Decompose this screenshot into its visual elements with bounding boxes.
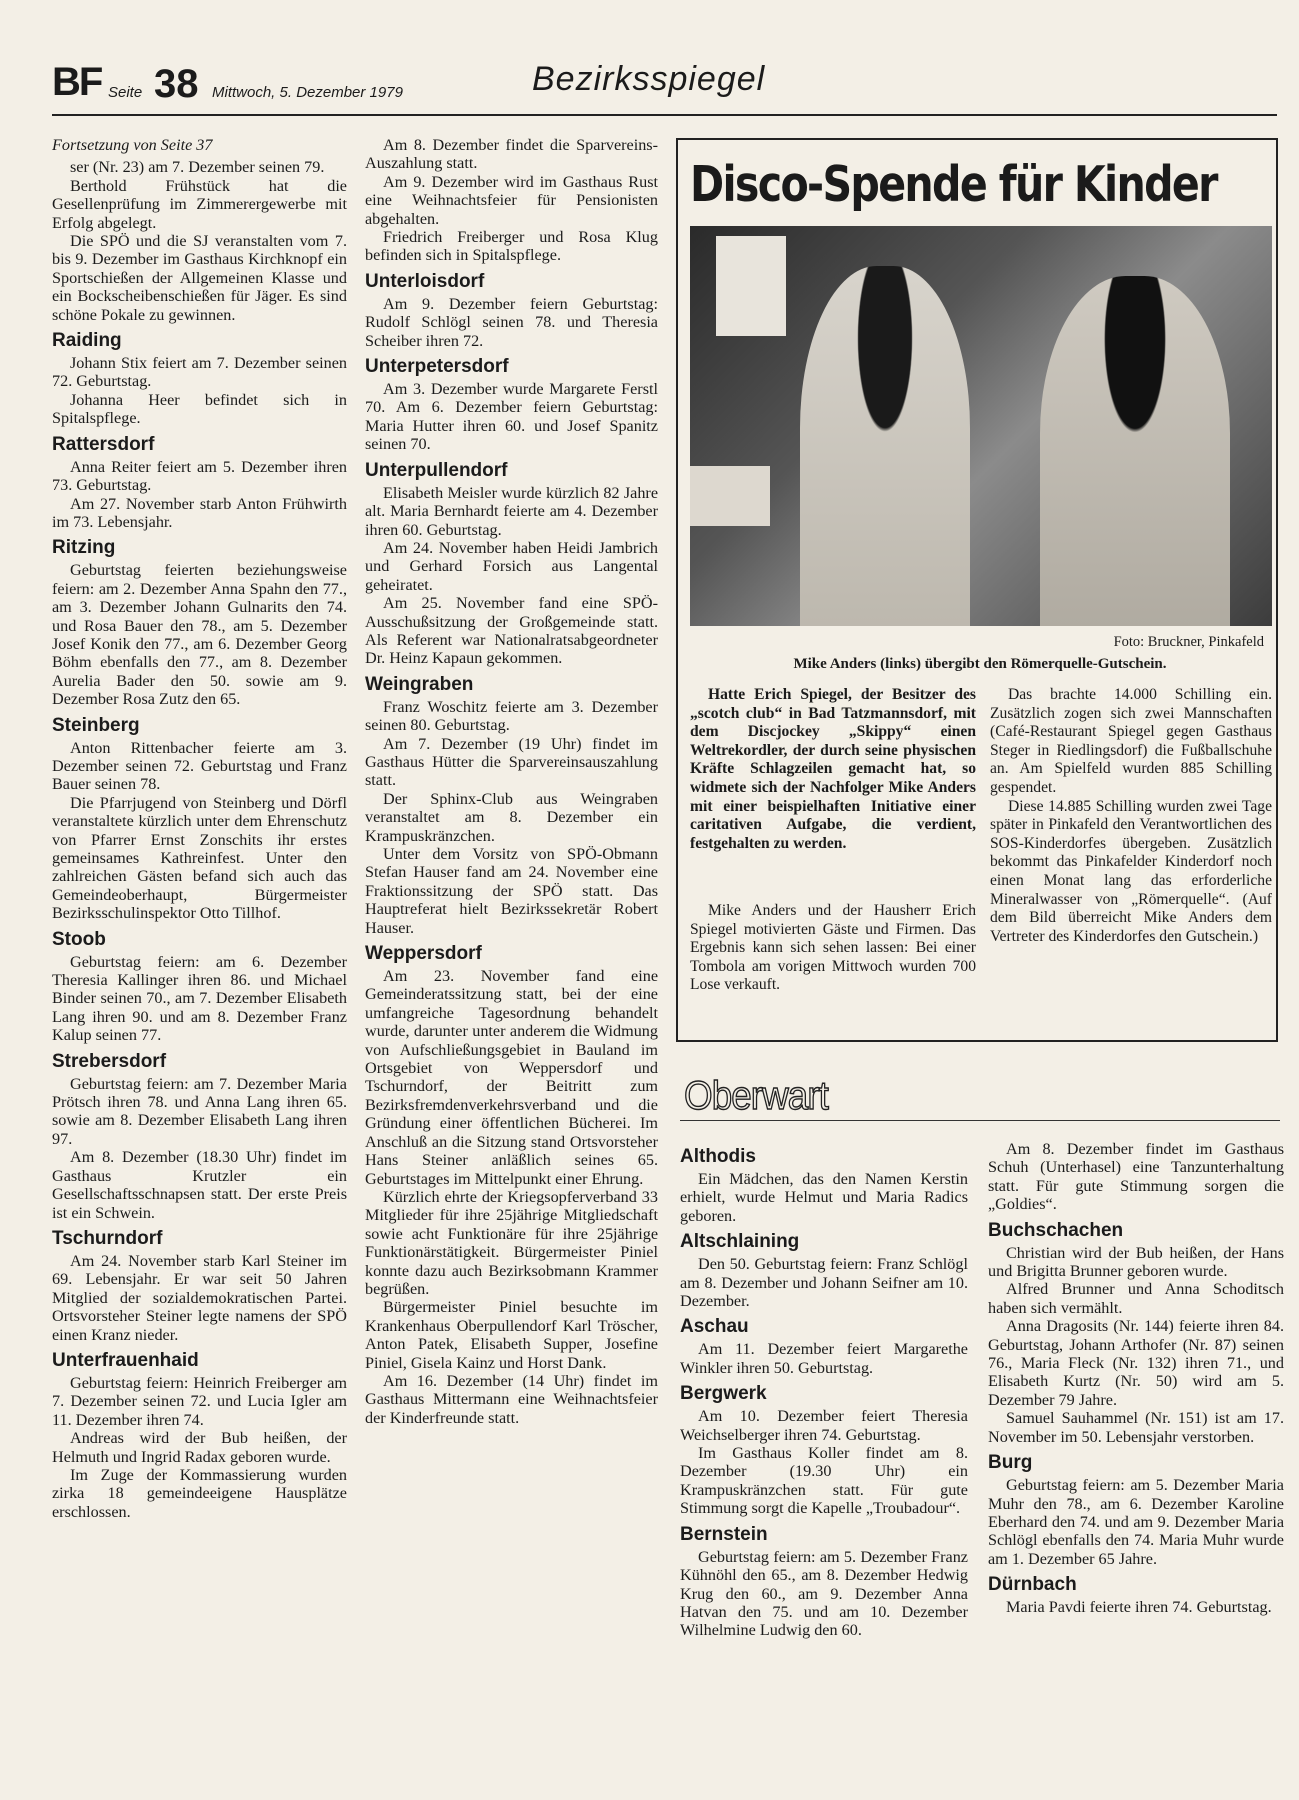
heading-bernstein: Bernstein [680, 1523, 768, 1545]
newspaper-logo: BF [52, 60, 102, 104]
paragraph: Am 23. November fand eine Gemeinderatssitzung statt, bei der eine umfangreiche Tagesordnung behandelt wurde, darunter unter anderem die Widmung von Aufschließungsgebiet in Bauland im Ortsgebiet von Weppersdorf und Tschurndorf, der Beitritt zum Bezirksfremdenverkehrsverband und die Gründung einer öffentlichen Bücherei. Im Anschluß an die Sitzung stand Ortsvorsteher Hans Steiner anläßlich seines 65. Geburtstages im Mittelpunkt einer Ehrung. [365, 967, 658, 1188]
paragraph: Anna Reiter feiert am 5. Dezember ihren 73. Geburtstag. [52, 457, 347, 495]
paragraph: Am 16. Dezember (14 Uhr) findet im Gasthaus Mittermann eine Weihnachtsfeier der Kinderfreunde statt. [365, 1371, 658, 1427]
column-3 [680, 1140, 968, 1640]
paragraph: Geburtstag feiern: am 5. Dezember Maria Muhr den 78., am 6. Dezember Karoline Eberhard den 74. und am 9. Dezember Maria Schlögl ebenfalls den 74. Maria Muhr wurde am 1. Dezember 65 Jahre. [988, 1476, 1284, 1568]
paragraph: Andreas wird der Bub heißen, der Helmuth und Ingrid Radax geboren wurde. [52, 1429, 347, 1466]
heading-bergwerk: Bergwerk [680, 1383, 767, 1405]
region-header-oberwart [680, 1068, 1280, 1121]
paragraph: Am 3. Dezember wurde Margarete Ferstl 70. Am 6. Dezember feiern Geburtstag: Maria Hutter ihren 60. und Josef Spanitz seinen 70. [365, 380, 658, 454]
paragraph: Am 9. Dezember wird im Gasthaus Rust eine Weihnachtsfeier für Pensionisten abgehalten. [365, 172, 658, 228]
paragraph: Am 10. Dezember feiert Theresia Weichselberger ihren 74. Geburtstag. [680, 1407, 968, 1444]
paragraph: Unter dem Vorsitz von SPÖ-Obmann Stefan Hauser fand am 24. November eine Fraktionssitzung der SPÖ statt. Das Hauptreferat hielt Bezirkssekretär Robert Hauser. [365, 845, 658, 937]
paragraph: Johanna Heer befindet sich in Spitalspflege. [52, 390, 347, 428]
feature-article-box [676, 138, 1278, 1042]
paragraph: Am 8. Dezember findet die Sparvereins-Auszahlung statt. [365, 136, 658, 173]
photo-credit: Foto: Bruckner, Pinkafeld [1113, 634, 1264, 650]
heading-raiding: Raiding [52, 330, 122, 352]
paragraph: Die Pfarrjugend von Steinberg und Dörfl veranstaltete kürzlich unter dem Ehrenschutz von Pfarrer Ernst Zonschits ihr erstes gemeinsames Kathreinfest. Unter den zahlreichen Gästen befand sich auch das Gemeindeoberhaupt, Bürgermeister Bezirksschulinspektor Otto Tillhof. [52, 793, 347, 923]
paragraph: Ein Mädchen, das den Namen Kerstin erhielt, wurde Helmut und Maria Radics geboren. [680, 1170, 968, 1225]
paragraph: Am 11. Dezember feiert Margarethe Winkler ihren 50. Geburtstag. [680, 1340, 968, 1377]
heading-buchschachen: Buchschachen [988, 1219, 1124, 1241]
paragraph: Am 24. November haben Heidi Jambrich und Gerhard Forsich aus Langental geheiratet. [365, 538, 658, 594]
heading-weingraben: Weingraben [365, 673, 474, 695]
region-title: Oberwart [684, 1074, 828, 1118]
heading-duernbach: Dürnbach [988, 1574, 1077, 1596]
column-2 [365, 136, 658, 1427]
heading-unterloisdorf: Unterloisdorf [365, 270, 485, 292]
section-title: Bezirksspiegel [532, 60, 766, 98]
paragraph: Im Zuge der Kommassierung wurden zirka 18 gemeindeeigene Hausplätze erschlossen. [52, 1465, 347, 1521]
paragraph: Geburtstag feiern: am 5. Dezember Franz Kühnöhl den 65., am 8. Dezember Hedwig Krug den 60., am 9. Dezember Anna Hatvan den 75. und am 10. Dezember Wilhelmine Ludwig den 60. [680, 1547, 968, 1640]
paragraph: Am 27. November starb Anton Frühwirth im 73. Lebensjahr. [52, 494, 347, 531]
feature-photo [690, 226, 1272, 626]
paragraph: Den 50. Geburtstag feiern: Franz Schlögl am 8. Dezember und Johann Seifner am 10. Dezember. [680, 1255, 968, 1311]
paragraph: Im Gasthaus Koller findet am 8. Dezember (19.30 Uhr) ein Krampuskränzchen statt. Für gute Stimmung sorgt die Kapelle „Troubadour“. [680, 1444, 968, 1518]
paragraph: Christian wird der Bub heißen, der Hans und Brigitta Brunner geboren wurde. [988, 1243, 1284, 1281]
heading-rattersdorf: Rattersdorf [52, 433, 155, 455]
heading-unterfrauenhaid: Unterfrauenhaid [52, 1349, 199, 1371]
paragraph: ser (Nr. 23) am 7. Dezember seinen 79. [70, 158, 325, 177]
photo-person-right [1040, 276, 1230, 626]
column-1 [52, 136, 347, 1521]
feature-body-left [690, 902, 976, 995]
paragraph: Anna Dragosits (Nr. 144) feierte ihren 84. Geburtstag, Johann Arthofer (Nr. 87) seinen 76., Maria Fleck (Nr. 132) ihren 71., und Elisabeth Kurtz (Nr. 50) wird am 5. Dezember 79 Jahre. [988, 1317, 1284, 1409]
paragraph: Geburtstag feiern: am 6. Dezember Theresia Kallinger ihren 86. und Michael Binder seinen 70., am 7. Dezember Elisabeth Lang ihren 90. und am 8. Dezember Franz Kalup seinen 77. [52, 952, 347, 1045]
paragraph: Geburtstag feiern: Heinrich Freiberger am 7. Dezember seinen 72. und Lucia Igler am 11. Dezember ihren 74. [52, 1373, 347, 1429]
paragraph: Elisabeth Meisler wurde kürzlich 82 Jahre alt. Maria Bernhardt feierte am 4. Dezember ihren 60. Geburtstag. [365, 483, 658, 539]
issue-date: Mittwoch, 5. Dezember 1979 [212, 84, 403, 101]
page-number: 38 [154, 62, 199, 106]
heading-altschlaining: Altschlaining [680, 1231, 800, 1253]
photo-person-left [800, 266, 970, 626]
paragraph: Geburtstag feiern: am 7. Dezember Maria Prötsch ihren 78. und Anna Lang ihren 65. sowie am 8. Dezember Elisabeth Lang ihren 97. [52, 1074, 347, 1148]
masthead [52, 58, 1277, 116]
paragraph: Johann Stix feiert am 7. Dezember seinen 72. Geburtstag. [52, 354, 347, 391]
column-4 [988, 1140, 1284, 1617]
paragraph: Der Sphinx-Club aus Weingraben veranstaltet am 8. Dezember ein Krampuskränzchen. [365, 789, 658, 845]
paragraph: Die SPÖ und die SJ veranstalten vom 7. bis 9. Dezember im Gasthaus Kirchknopf ein Sportschießen der Allgemeinen Klasse und ein Bockscheibenschießen für Jäger. Es sind schöne Pokale zu gewinnen. [52, 232, 347, 324]
paragraph: Am 8. Dezember findet im Gasthaus Schuh (Unterhasel) eine Tanzunterhaltung statt. Für gute Stimmung sorgen die „Goldies“. [988, 1140, 1284, 1214]
paragraph: Geburtstag feierten beziehungsweise feiern: am 2. Dezember Anna Spahn den 77., am 3. Dezember Johann Gulnarits den 74. und Rosa Bauer den 78., am 5. Dezember Josef Konik den 77., am 6. Dezember Georg Böhm ebenfalls den 77., am 8. Dezember Aurelia Bader den 50. sowie am 9. Dezember Rosa Zutz den 65. [52, 561, 347, 709]
paragraph: Mike Anders und der Hausherr Erich Spiegel motivierten Gäste und Firmen. Das Ergebnis kann sich sehen lassen: Bei einer Tombola am vorigen Mittwoch wurden 700 Lose verkauft. [690, 902, 976, 994]
heading-steinberg: Steinberg [52, 714, 140, 736]
photo-poster [716, 236, 786, 336]
page-label: Seite [108, 84, 143, 101]
photo-sign [690, 466, 770, 526]
heading-stoob: Stoob [52, 928, 106, 950]
paragraph: Maria Pavdi feierte ihren 74. Geburtstag. [1006, 1598, 1272, 1617]
paragraph: Alfred Brunner und Anna Schoditsch haben sich vermählt. [988, 1280, 1284, 1317]
heading-unterpetersdorf: Unterpetersdorf [365, 356, 509, 378]
paragraph: Franz Woschitz feierte am 3. Dezember seinen 80. Geburtstag. [365, 697, 658, 735]
feature-lead [690, 686, 976, 853]
paragraph: Kürzlich ehrte der Kriegsopferverband 33 Mitglieder für ihre 25jährige Mitgliedschaft sowie acht Funktionäre für ihre 25jährige Funktionärstätigkeit. Bürgermeister Piniel konnte dazu auch Bezirksobmann Krammer begrüßen. [365, 1187, 658, 1298]
heading-burg: Burg [988, 1452, 1033, 1474]
heading-althodis: Althodis [680, 1146, 756, 1167]
heading-ritzing: Ritzing [52, 537, 116, 559]
heading-weppersdorf: Weppersdorf [365, 943, 482, 965]
paragraph: Bürgermeister Piniel besuchte im Krankenhaus Oberpullendorf Karl Tröscher, Anton Patek, Elisabeth Supper, Josefine Piniel, Gisela Kainz und Horst Dank. [365, 1298, 658, 1372]
paragraph: Das brachte 14.000 Schilling ein. Zusätzlich zogen sich zwei Mannschaften (Café-Restaurant Spiegel gegen Gasthaus Steger in Riedlingsdorf) die Fußballschuhe an. Am Spielfeld wurden 885 Schilling gespendet. [990, 686, 1272, 796]
paragraph: Am 25. November fand eine SPÖ-Ausschußsitzung der Großgemeinde statt. Als Referent war Nationalratsabgeordneter Dr. Heinz Kapaun gekommen. [365, 594, 658, 668]
feature-headline: Disco-Spende für Kinder [690, 156, 1217, 213]
heading-aschau: Aschau [680, 1316, 749, 1338]
paragraph: Am 7. Dezember (19 Uhr) findet im Gasthaus Hütter die Sparvereinsauszahlung statt. [365, 734, 658, 790]
feature-body-right [990, 686, 1272, 946]
heading-strebersdorf: Strebersdorf [52, 1050, 167, 1072]
heading-unterpullendorf: Unterpullendorf [365, 459, 508, 481]
heading-tschurndorf: Tschurndorf [52, 1227, 163, 1249]
paragraph: Friedrich Freiberger und Rosa Klug befinden sich in Spitalspflege. [365, 228, 658, 265]
continuation-note: Fortsetzung von Seite 37 [52, 136, 213, 154]
paragraph: Am 9. Dezember feiern Geburtstag: Rudolf Schlögl seinen 78. und Theresia Scheiber ihren 72. [365, 294, 658, 350]
lead-paragraph: Hatte Erich Spiegel, der Besitzer des „scotch club“ in Bad Tatzmannsdorf, mit dem Discjockey „Skippy“ einen Weltrekordler, der durch seine physischen Kräfte Schlagzeilen gemacht hat, so widmete sich der Nachfolger Mike Anders mit einer beispielhaften Initiative einer caritativen Aufgabe, die verdient, festgehalten zu werden. [690, 686, 976, 852]
paragraph: Anton Rittenbacher feierte am 3. Dezember seinen 72. Geburtstag und Franz Bauer seinen 78. [52, 738, 347, 794]
paragraph: Diese 14.885 Schilling wurden zwei Tage später in Pinkafeld den Verantwortlichen des SOS-Kinderdorfes übergeben. Zusätzlich bekommt das Pinkafelder Kinderdorf noch einen Monat lang das erforderliche Mineralwasser von „Römerquelle“. (Auf dem Bild überreicht Mike Anders dem Vertreter des Kinderdorfes den Gutschein.) [990, 797, 1272, 945]
paragraph: Samuel Sauhammel (Nr. 151) ist am 17. November im 50. Lebensjahr verstorben. [988, 1409, 1284, 1446]
paragraph: Am 24. November starb Karl Steiner im 69. Lebensjahr. Er war seit 50 Jahren Mitglied der sozialdemokratischen Partei. Ortsvorsteher Steiner legte namens der SPÖ einen Kranz nieder. [52, 1251, 347, 1344]
paragraph: Am 8. Dezember (18.30 Uhr) findet im Gasthaus Krutzler ein Gesellschaftsschnapsen statt. Der erste Preis ist ein Schwein. [52, 1148, 347, 1222]
paragraph: Berthold Frühstück hat die Gesellenprüfung im Zimmerergewerbe mit Erfolg abgelegt. [52, 176, 347, 232]
photo-caption: Mike Anders (links) übergibt den Römerquelle-Gutschein. [793, 656, 1167, 672]
